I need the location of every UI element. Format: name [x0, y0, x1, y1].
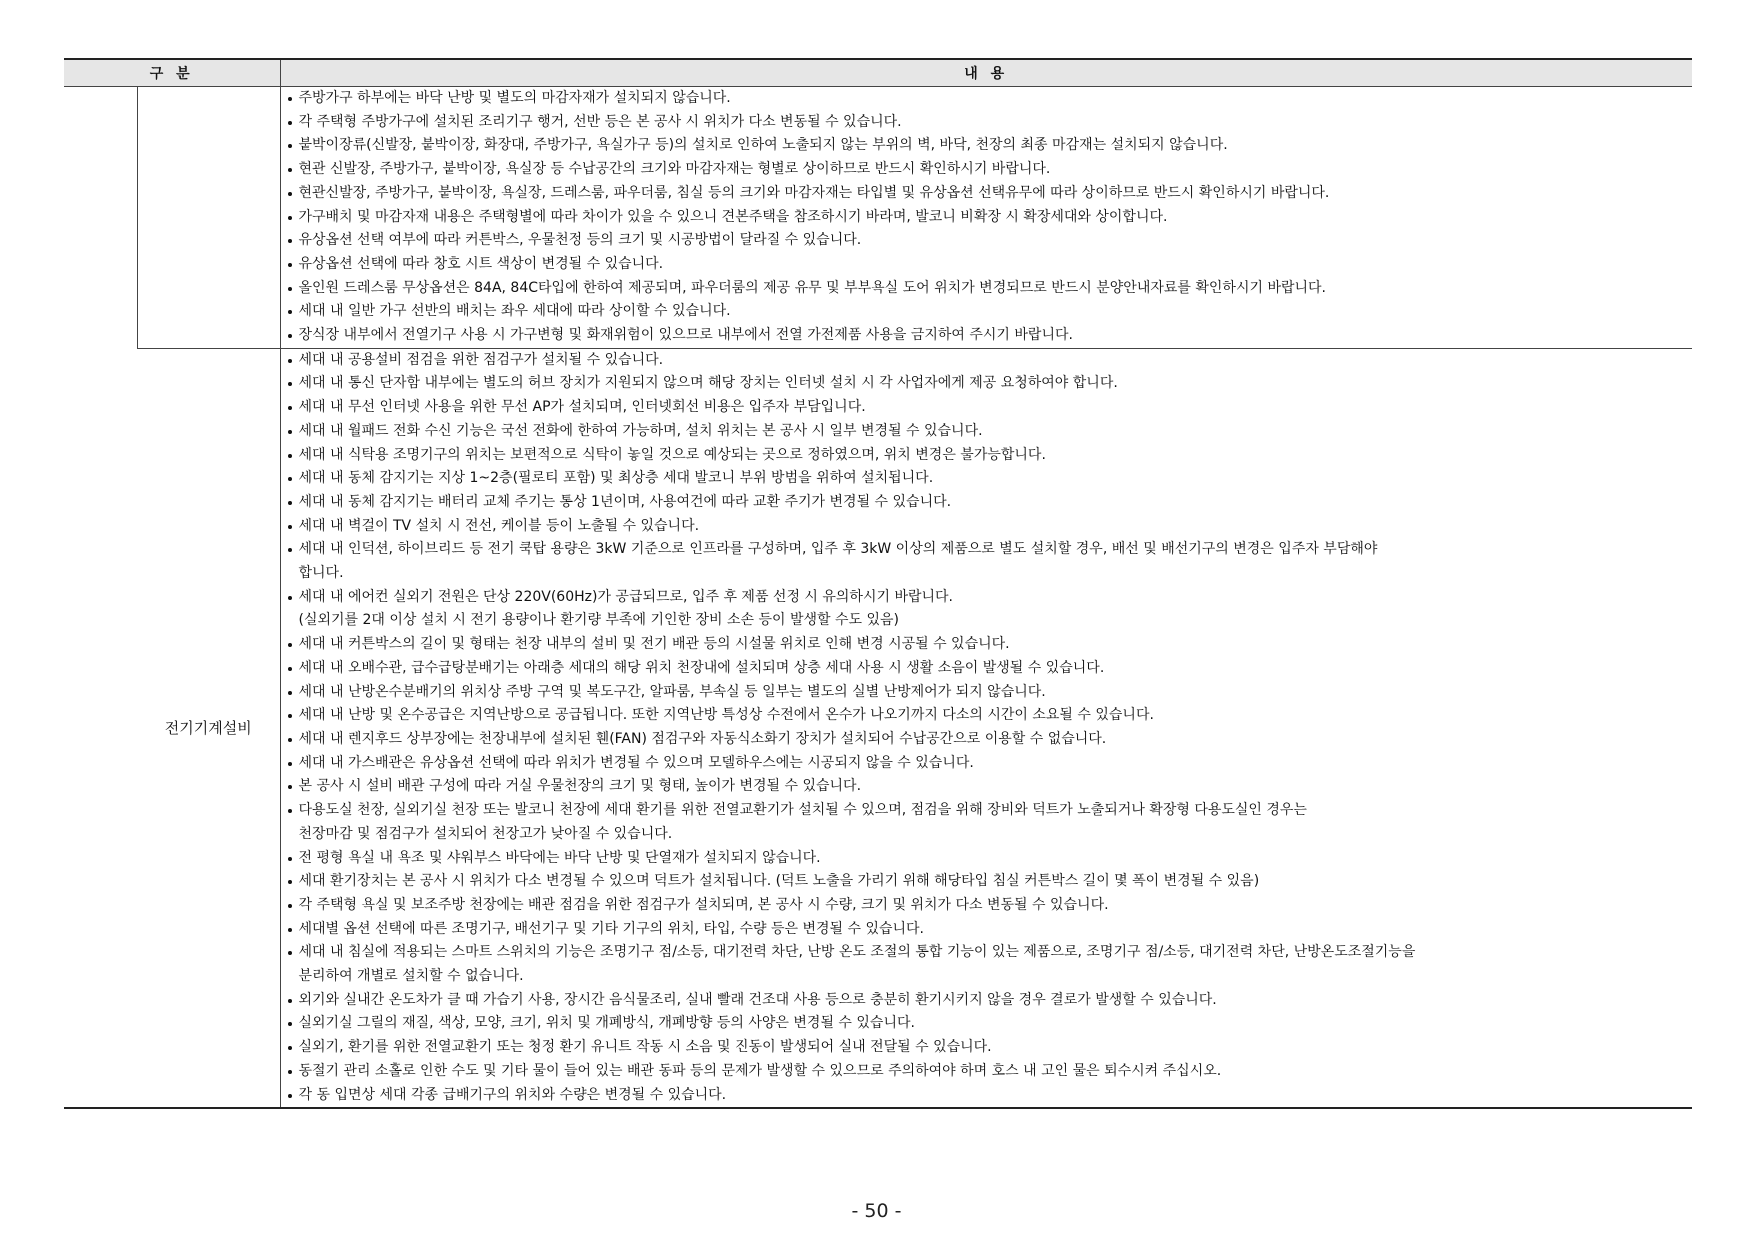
header-content: 내 용 — [280, 59, 1692, 87]
table-row — [64, 87, 1692, 349]
list-item: 유상옵션 선택에 따라 창호 시트 색상이 변경될 수 있습니다. — [299, 253, 1685, 277]
list-item: 각 주택형 주방가구에 설치된 조리기구 행거, 선반 등은 본 공사 시 위치가 다소 변동될 수 있습니다. — [299, 111, 1685, 135]
list-item: 외기와 실내간 온도차가 클 때 가습기 사용, 장시간 음식물조리, 실내 빨래 건조대 사용 등으로 충분히 환기시키지 않을 경우 결로가 발생할 수 있습니다. — [299, 989, 1685, 1013]
list-item: 세대 내 커튼박스의 길이 및 형태는 천장 내부의 설비 및 전기 배관 등의 시설물 위치로 인해 변경 시공될 수 있습니다. — [299, 633, 1685, 657]
subcategory-cell: 전기기계설비 — [137, 348, 280, 1108]
list-item: 현관 신발장, 주방가구, 붙박이장, 욕실장 등 수납공간의 크기와 마감자재는 형별로 상이하므로 반드시 확인하시기 바랍니다. — [299, 158, 1685, 182]
list-item: 현관신발장, 주방가구, 붙박이장, 욕실장, 드레스룸, 파우더룸, 침실 등의 크기와 마감자재는 타입별 및 유상옵션 선택유무에 따라 상이하므로 반드시 확인하시기 바랍니다. — [299, 182, 1685, 206]
list-item: 세대 내 월패드 전화 수신 기능은 국선 전화에 한하여 가능하며, 설치 위치는 본 공사 시 일부 변경될 수 있습니다. — [299, 420, 1685, 444]
list-item: 세대 내 공용설비 점검을 위한 점검구가 설치될 수 있습니다. — [299, 349, 1685, 373]
list-item: 세대 내 동체 감지기는 배터리 교체 주기는 통상 1년이며, 사용여건에 따라 교환 주기가 변경될 수 있습니다. — [299, 491, 1685, 515]
list-item: 다용도실 천장, 실외기실 천장 또는 발코니 천장에 세대 환기를 위한 전열교환기가 설치될 수 있으며, 점검을 위해 장비와 덕트가 노출되거나 확장형 다용도실인 경우는 천장마감 및 점검구가 설치되어 천장고가 낮아질 수 있습니다. — [299, 799, 1685, 846]
notice-table — [64, 58, 1692, 1109]
list-item: 세대 내 오배수관, 급수급탕분배기는 아래층 세대의 해당 위치 천장내에 설치되며 상층 세대 사용 시 생활 소음이 발생될 수 있습니다. — [299, 657, 1685, 681]
list-item: 실외기, 환기를 위한 전열교환기 또는 청정 환기 유니트 작동 시 소음 및 진동이 발생되어 실내 전달될 수 있습니다. — [299, 1036, 1685, 1060]
list-item: 세대 내 난방 및 온수공급은 지역난방으로 공급됩니다. 또한 지역난방 특성상 수전에서 온수가 나오기까지 다소의 시간이 소요될 수 있습니다. — [299, 704, 1685, 728]
list-item: 세대 내 동체 감지기는 지상 1~2층(필로티 포함) 및 최상층 세대 발코니 부위 방범을 위하여 설치됩니다. — [299, 467, 1685, 491]
list-item: 세대 내 렌지후드 상부장에는 천장내부에 설치된 휀(FAN) 점검구와 자동식소화기 장치가 설치되어 수납공간으로 이용할 수 없습니다. — [299, 728, 1685, 752]
list-item: 세대 내 통신 단자함 내부에는 별도의 허브 장치가 지원되지 않으며 해당 장치는 인터넷 설치 시 각 사업자에게 제공 요청하여야 합니다. — [299, 372, 1685, 396]
header-category: 구 분 — [64, 59, 280, 87]
list-item: 세대 내 침실에 적용되는 스마트 스위치의 기능은 조명기구 점/소등, 대기전력 차단, 난방 온도 조절의 통합 기능이 있는 제품으로, 조명기구 점/소등, 대기전력 차단, 난방온도조절기능을 분리하여 개별로 설치할 수 없습니다. — [299, 941, 1685, 988]
bullet-list — [281, 349, 1693, 1108]
content-cell — [280, 348, 1692, 1108]
list-item: 올인원 드레스룸 무상옵션은 84A, 84C타입에 한하여 제공되며, 파우더룸의 제공 유무 및 부부욕실 도어 위치가 변경되므로 반드시 분양안내자료를 확인하시기 바랍니다. — [299, 277, 1685, 301]
table-row — [64, 348, 1692, 1108]
list-item: 각 주택형 욕실 및 보조주방 천장에는 배관 점검을 위한 점검구가 설치되며, 본 공사 시 수량, 크기 및 위치가 다소 변동될 수 있습니다. — [299, 894, 1685, 918]
list-item: 가구배치 및 마감자재 내용은 주택형별에 따라 차이가 있을 수 있으니 견본주택을 참조하시기 바라며, 발코니 비확장 시 확장세대와 상이합니다. — [299, 206, 1685, 230]
list-item: 주방가구 하부에는 바닥 난방 및 별도의 마감자재가 설치되지 않습니다. — [299, 87, 1685, 111]
list-item: 세대 내 난방온수분배기의 위치상 주방 구역 및 복도구간, 알파룸, 부속실 등 일부는 별도의 실별 난방제어가 되지 않습니다. — [299, 681, 1685, 705]
list-item: 장식장 내부에서 전열기구 사용 시 가구변형 및 화재위험이 있으므로 내부에서 전열 가전제품 사용을 금지하여 주시기 바랍니다. — [299, 324, 1685, 348]
list-item: 동절기 관리 소홀로 인한 수도 및 기타 물이 들어 있는 배관 동파 등의 문제가 발생할 수 있으므로 주의하여야 하며 호스 내 고인 물은 퇴수시켜 주십시오. — [299, 1060, 1685, 1084]
list-item: 각 동 입면상 세대 각종 급배기구의 위치와 수량은 변경될 수 있습니다. — [299, 1084, 1685, 1108]
list-item: 세대 내 일반 가구 선반의 배치는 좌우 세대에 따라 상이할 수 있습니다. — [299, 300, 1685, 324]
list-item: 붙박이장류(신발장, 붙박이장, 화장대, 주방가구, 욕실가구 등)의 설치로 인하여 노출되지 않는 부위의 벽, 바닥, 천장의 최종 마감재는 설치되지 않습니다. — [299, 134, 1685, 158]
list-item: 세대 내 가스배관은 유상옵션 선택에 따라 위치가 변경될 수 있으며 모델하우스에는 시공되지 않을 수 있습니다. — [299, 752, 1685, 776]
list-item: 세대 내 인덕션, 하이브리드 등 전기 쿡탑 용량은 3kW 기준으로 인프라를 구성하며, 입주 후 3kW 이상의 제품으로 별도 설치할 경우, 배선 및 배선기구의 변경은 입주자 부담해야 합니다. — [299, 538, 1685, 585]
page-number: - 50 - — [851, 1200, 902, 1222]
list-item: 세대 내 식탁용 조명기구의 위치는 보편적으로 식탁이 놓일 것으로 예상되는 곳으로 정하였으며, 위치 변경은 불가능합니다. — [299, 444, 1685, 468]
table-header-row — [64, 59, 1692, 87]
list-item: 세대 환기장치는 본 공사 시 위치가 다소 변경될 수 있으며 덕트가 설치됩니다. (덕트 노출을 가리기 위해 해당타입 침실 커튼박스 길이 몇 폭이 변경될 수 있음) — [299, 870, 1685, 894]
bullet-list — [281, 87, 1693, 348]
list-item: 유상옵션 선택 여부에 따라 커튼박스, 우물천정 등의 크기 및 시공방법이 달라질 수 있습니다. — [299, 229, 1685, 253]
list-item: 전 평형 욕실 내 욕조 및 샤워부스 바닥에는 바닥 난방 및 단열재가 설치되지 않습니다. — [299, 847, 1685, 871]
list-item: 세대 내 벽걸이 TV 설치 시 전선, 케이블 등이 노출될 수 있습니다. — [299, 515, 1685, 539]
list-item: 세대별 옵션 선택에 따른 조명기구, 배선기구 및 기타 기구의 위치, 타입, 수량 등은 변경될 수 있습니다. — [299, 918, 1685, 942]
list-item: 실외기실 그릴의 재질, 색상, 모양, 크기, 위치 및 개폐방식, 개폐방향 등의 사양은 변경될 수 있습니다. — [299, 1012, 1685, 1036]
list-item: 세대 내 에어컨 실외기 전원은 단상 220V(60Hz)가 공급되므로, 입주 후 제품 선정 시 유의하시기 바랍니다. (실외기를 2대 이상 설치 시 전기 용량이나 환기량 부족에 기인한 장비 소손 등이 발생할 수도 있음) — [299, 586, 1685, 633]
category-blank-cell — [64, 87, 137, 1109]
subcategory-cell — [137, 87, 280, 349]
list-item: 세대 내 무선 인터넷 사용을 위한 무선 AP가 설치되며, 인터넷회선 비용은 입주자 부담입니다. — [299, 396, 1685, 420]
content-cell — [280, 87, 1692, 349]
list-item: 본 공사 시 설비 배관 구성에 따라 거실 우물천장의 크기 및 형태, 높이가 변경될 수 있습니다. — [299, 775, 1685, 799]
